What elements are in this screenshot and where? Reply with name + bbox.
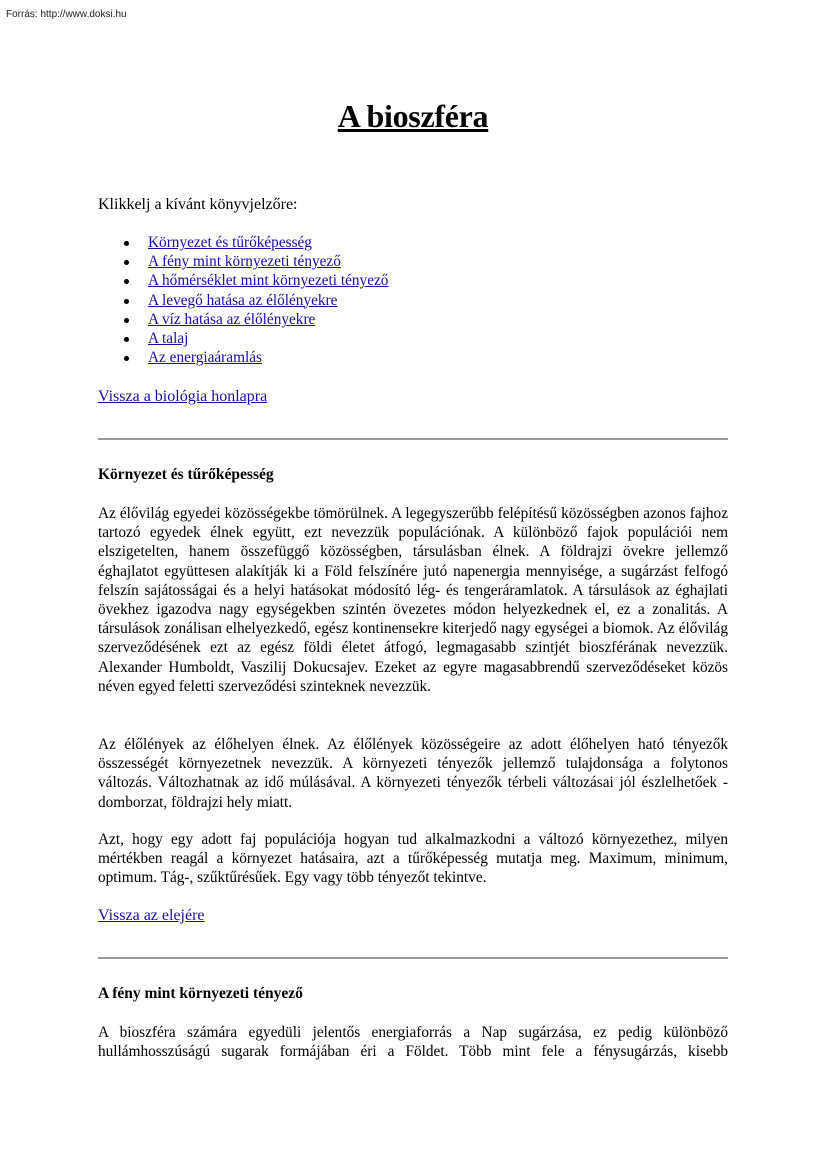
divider: [98, 957, 728, 959]
list-item: [98, 348, 388, 367]
back-top-paragraph: [98, 907, 205, 925]
list-item: [98, 329, 388, 348]
bookmark-intro: Klikkelj a kívánt könyvjelzőre:: [98, 196, 298, 213]
bookmark-link-light[interactable]: A fény mint környezeti tényező: [148, 253, 341, 271]
paragraph: Azt, hogy egy adott faj populációja hogyan tud alkalmazkodni a változó környezethez, milyen mértékben reagál a környezet hatásaira, azt a tűrőképesség mutatja meg. Maximum, minimum, optimum. Tág-, szűktűrésűek. Egy vagy több tényezőt tekintve.: [98, 831, 728, 887]
back-home-link[interactable]: Vissza a biológia honlapra: [98, 388, 268, 405]
list-item: [98, 271, 388, 290]
bookmark-link-environment[interactable]: Környezet és tűrőképesség: [148, 234, 312, 251]
bookmark-link-water[interactable]: A víz hatása az élőlényekre: [148, 310, 316, 328]
source-label: Forrás: http://www.doksi.hu: [6, 9, 127, 20]
paragraph: Az élővilág egyedei közösségekbe tömörülnek. A legegyszerűbb felépítésű közösségben azonos fajhoz tartozó egyedek élnek együtt, ezt nevezzük populációnak. A különböző fajok populációi nem elszigetelten, hanem összefüggő közösségben, társulásban élnek. A földrajzi övekre jellemző éghajlatot együttesen alakítják ki a Föld felszínére jutó napenergia mennyisége, a sugárzást felfogó felszín sajátosságai és a helyi hatásokat módosító lég- és tengeráramlatok. A társulások az éghajlati övekhez igazodva nagy egységekben szintén övezetes módon helyezkednek el, ez a zonalitás. A társulások zonálisan elhelyezkedő, egész kontinensekre kiterjedő nagy egységei a biomok. Az élővilág szerveződésének ezt az egész földi életet átfogó, legmagasabb szintjét bioszférának nevezzük. Alexander Humboldt, Vaszilij Dokucsajev. Ezeket az egyre magasabbrendű szerveződéseket közös néven egyed feletti szerveződési szinteknek nevezzük.: [98, 505, 728, 695]
bookmark-link-energy[interactable]: Az energiaáramlás: [148, 349, 262, 367]
list-item: [98, 252, 388, 271]
section-heading: A fény mint környezeti tényező: [98, 985, 303, 1002]
list-item: [98, 291, 388, 310]
paragraph: A bioszféra számára egyedüli jelentős energiaforrás a Nap sugárzása, ez pedig különböző hullámhosszúságú sugarak formájában éri a Földet. Több mint fele a fénysugárzás, kisebb: [98, 1024, 728, 1061]
section-heading: Környezet és tűrőképesség: [98, 466, 274, 483]
bookmark-link-soil[interactable]: A talaj: [148, 329, 189, 347]
divider: [98, 438, 728, 440]
list-item: [98, 233, 388, 252]
bookmark-list: [98, 233, 388, 367]
back-home-paragraph: [98, 388, 267, 406]
list-item: [98, 310, 388, 329]
bookmark-link-temperature[interactable]: A hőmérséklet mint környezeti tényező: [148, 272, 389, 290]
bookmark-link-air[interactable]: A levegő hatása az élőlényekre: [148, 291, 338, 309]
back-top-link[interactable]: Vissza az elejére: [98, 907, 205, 924]
page-title: A bioszféra: [337, 98, 489, 134]
paragraph: Az élőlények az élőhelyen élnek. Az élőlények közösségeire az adott élőhelyen ható tényezők összességét környezetnek nevezzük. A környezeti tényezők jellemző tulajdonsága a folytonos változás. Változhatnak az idő múlásával. A környezeti tényezők térbeli változásai jól észlelhetőek - domborzat, földrajzi hely miatt.: [98, 736, 728, 811]
